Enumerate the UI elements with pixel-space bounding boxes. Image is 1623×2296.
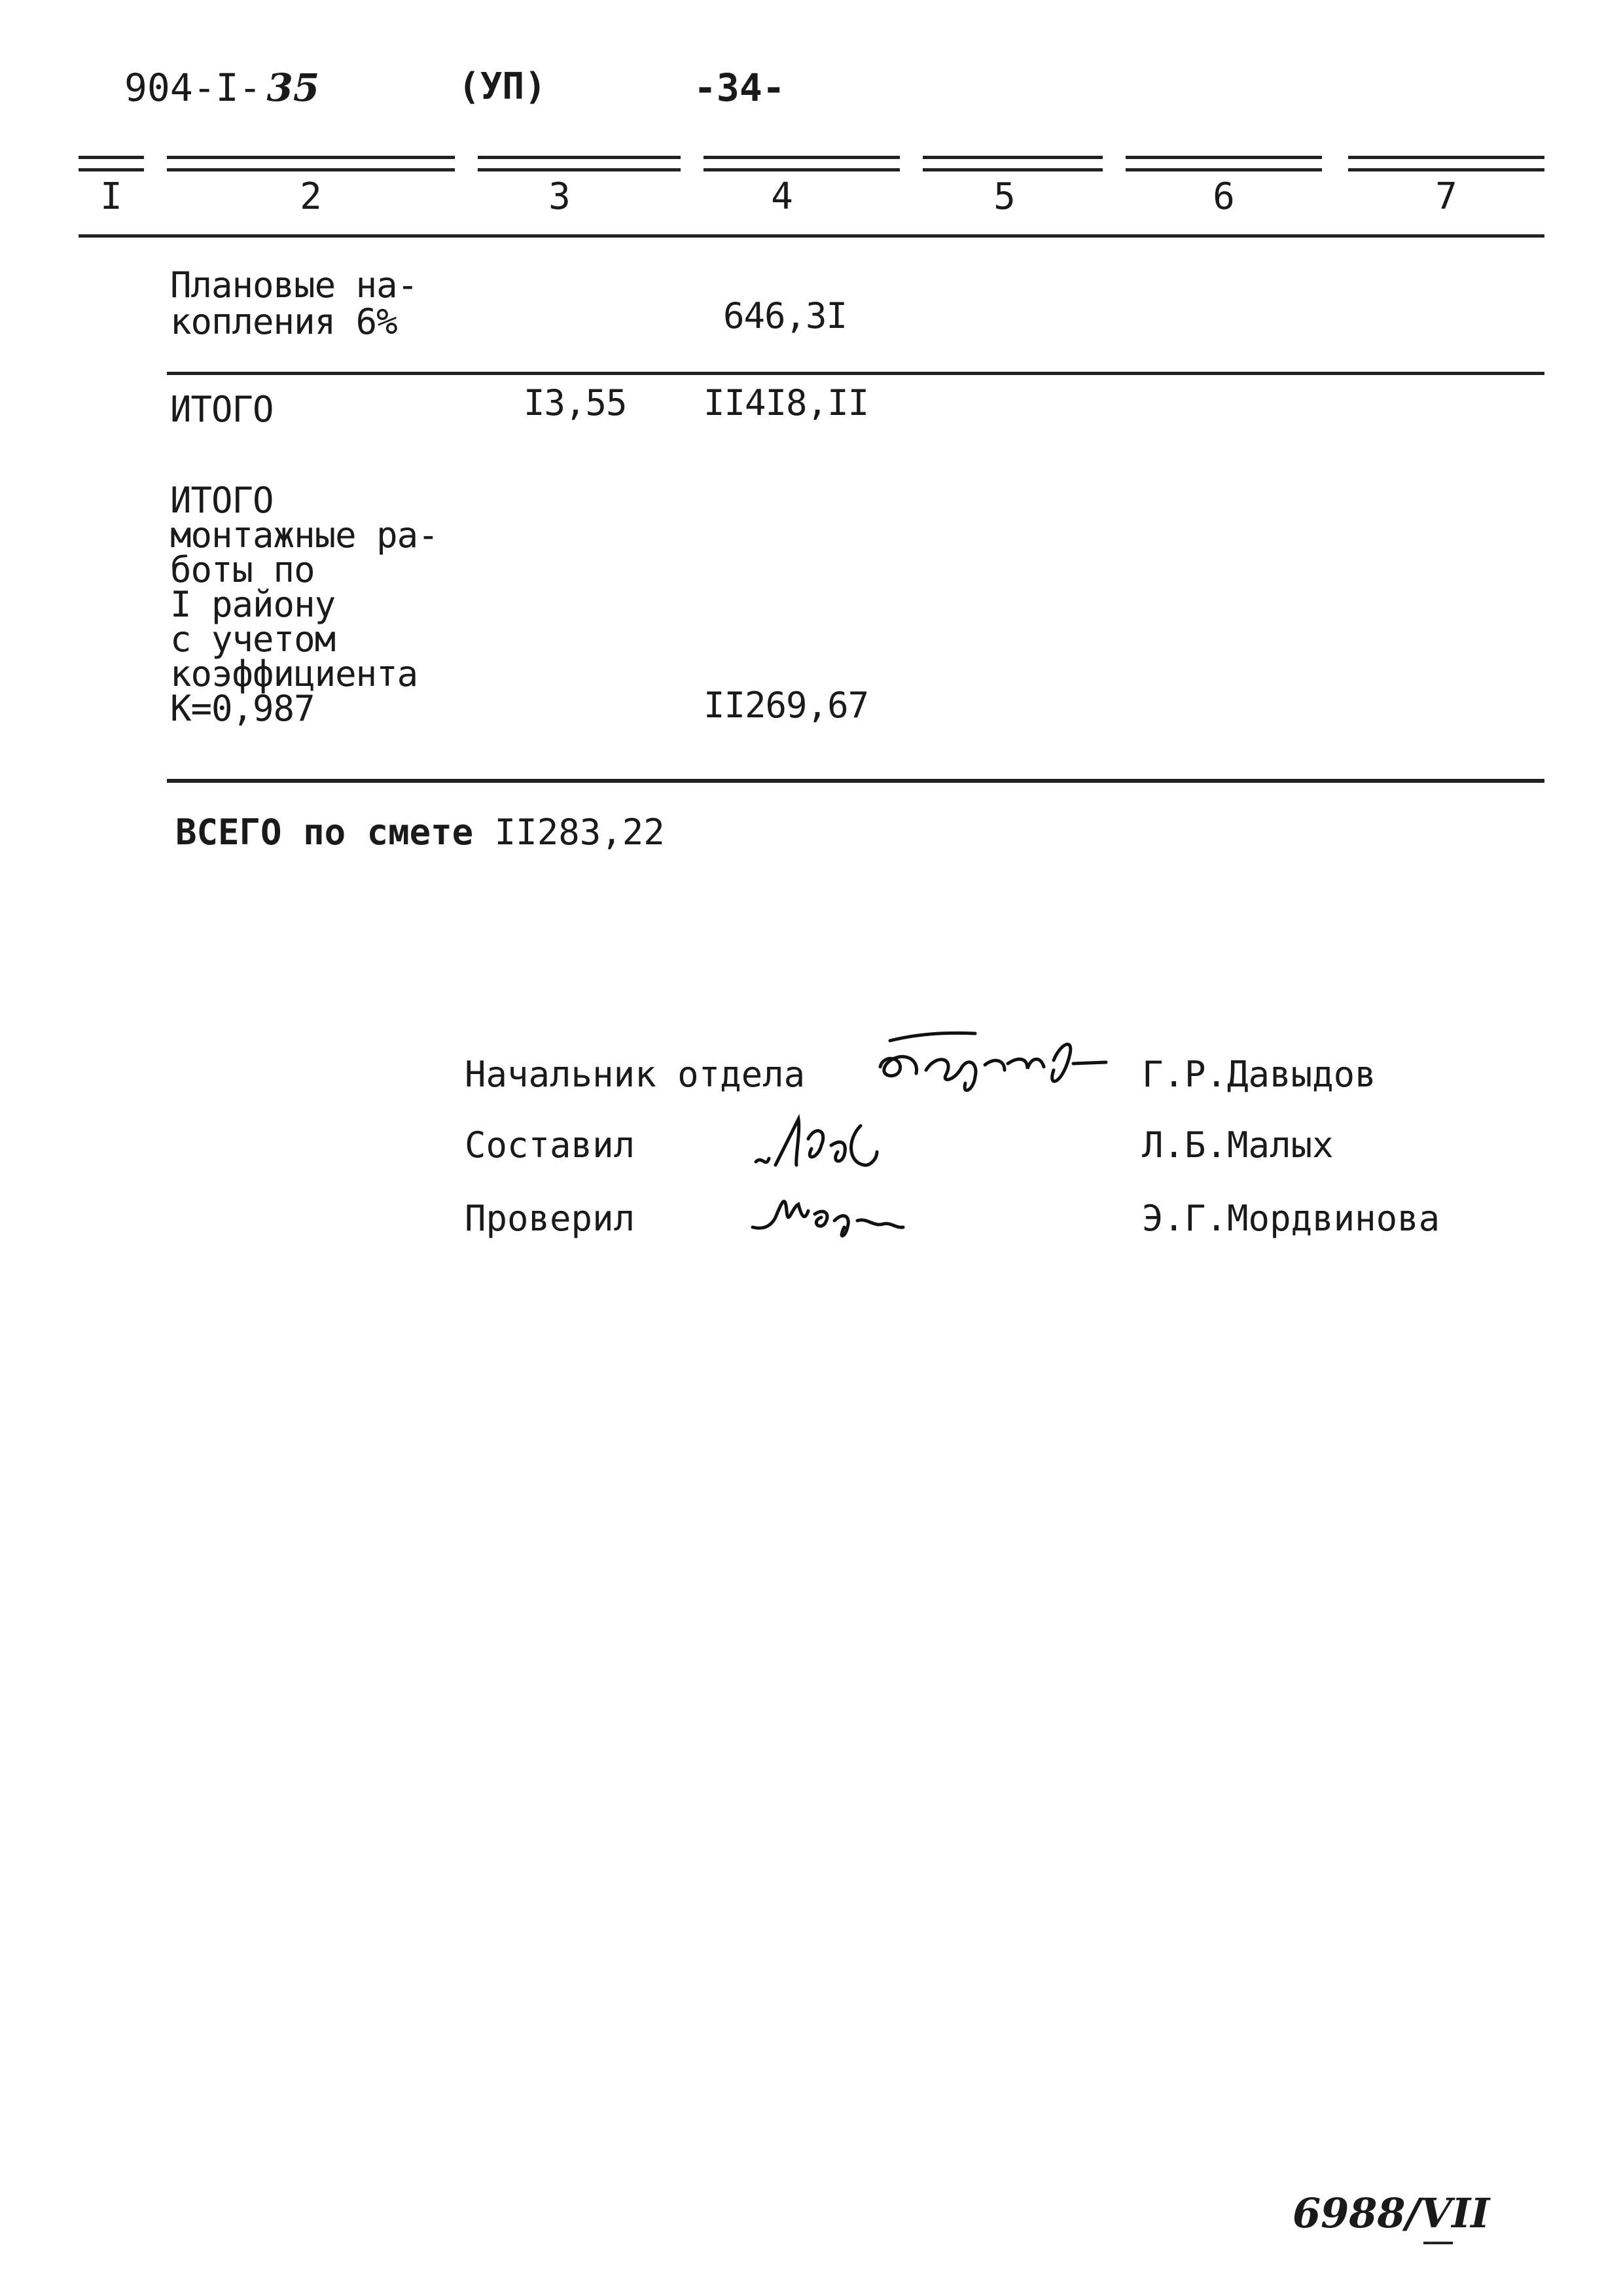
row-value-col4: II269,67 [704, 685, 869, 726]
grand-total-value: II283,22 [494, 812, 665, 853]
signature-head-of-department [864, 1018, 1113, 1103]
column-number-5: 5 [993, 175, 1016, 218]
grand-total [175, 812, 665, 853]
row-name-line: коэффициента [170, 653, 418, 694]
document-series: (УП) [458, 65, 546, 108]
row-name-line: боты по [170, 549, 315, 590]
row-name [170, 264, 418, 342]
signature-role: Проверил [465, 1198, 635, 1239]
row-name-line: Плановые на- [170, 264, 418, 306]
document-code [124, 65, 319, 110]
row-name-line: с учетом [170, 619, 336, 660]
header-rule-6 [1126, 156, 1322, 171]
row-value-col3: I3,55 [524, 382, 627, 423]
row-name-line: монтажные ра- [170, 514, 438, 556]
header-bottom-rule [79, 234, 1544, 238]
signature-compiler [749, 1106, 906, 1178]
archive-number-underline [1423, 2242, 1453, 2244]
archive-number: 6988/VII [1293, 2189, 1490, 2237]
row-name [170, 480, 438, 729]
row-separator [167, 372, 1544, 375]
signatory-name: Л.Б.Малых [1142, 1124, 1334, 1166]
table-bottom-rule [167, 779, 1544, 783]
column-number-3: 3 [548, 175, 571, 218]
row-name-line: ИТОГО [170, 480, 274, 521]
document-code-handwritten: 35 [266, 65, 320, 110]
header-rule-7 [1348, 156, 1544, 171]
row-name-line: К=0,987 [170, 688, 315, 729]
column-number-2: 2 [300, 175, 322, 218]
row-value-col4: 646,3I [723, 295, 847, 336]
column-number-6: 6 [1213, 175, 1235, 218]
column-number-4: 4 [771, 175, 793, 218]
signatory-name: Г.Р.Давыдов [1142, 1054, 1376, 1095]
signature-reviewer [746, 1181, 916, 1247]
column-number-1: I [100, 175, 122, 218]
row-name-line: копления 6% [170, 301, 397, 342]
header-rule-3 [478, 156, 681, 171]
header-rule-1 [79, 156, 144, 171]
signatory-name: Э.Г.Мордвинова [1142, 1198, 1440, 1239]
grand-total-label: ВСЕГО по смете [175, 812, 474, 853]
page-number: -34- [694, 65, 785, 110]
row-name-line: I району [170, 584, 336, 625]
column-number-7: 7 [1435, 175, 1457, 218]
signature-role: Начальник отдела [465, 1054, 806, 1095]
header-rule-5 [923, 156, 1103, 171]
signature-role: Составил [465, 1124, 635, 1166]
header-rule-4 [704, 156, 900, 171]
document-code-prefix: 904-I- [124, 65, 262, 110]
row-name: ИТОГО [170, 389, 274, 430]
header-rule-2 [167, 156, 455, 171]
row-value-col4: II4I8,II [704, 382, 869, 423]
